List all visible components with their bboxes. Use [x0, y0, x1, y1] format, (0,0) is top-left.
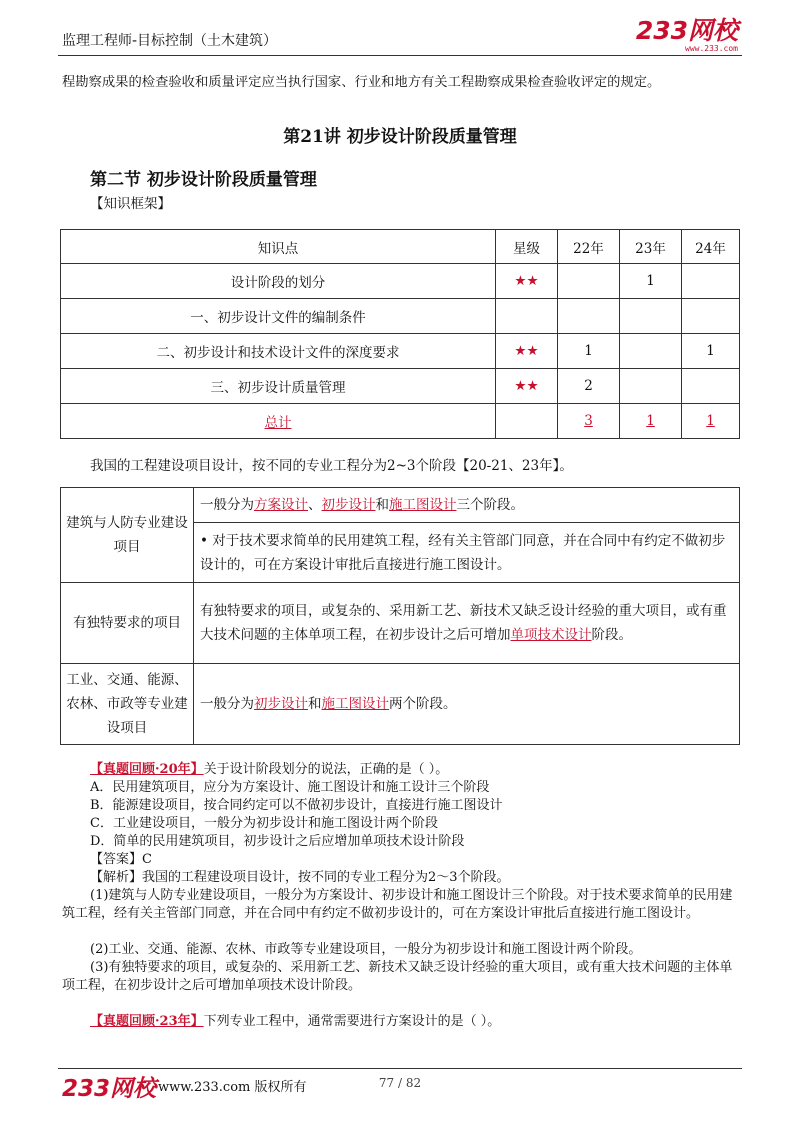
total-label: 总计: [61, 404, 496, 439]
col-header-point: 知识点: [61, 230, 496, 264]
analysis-label: 【解析】: [90, 870, 143, 885]
question-1-stem: [90, 761, 740, 779]
cell-y24: [682, 264, 740, 299]
table-row: [61, 369, 740, 404]
total-stars: [496, 404, 558, 439]
stage-special-text: [194, 583, 740, 664]
text-span: 两个阶段。: [389, 696, 457, 712]
cell-y23: [620, 369, 682, 404]
cell-y22: [558, 299, 620, 334]
cell-y23: [620, 299, 682, 334]
cell-y22: 2: [558, 369, 620, 404]
text-span: 、: [308, 497, 322, 513]
cell-stars: ★★: [496, 369, 558, 404]
analysis-point-1: (1)建筑与人防专业建设项目，一般分为方案设计、初步设计和施工图设计三个阶段。对于技术要求简单的民用建筑工程，经有关主管部门同意，并在合同中有约定不做初步设计的，可在方案设计审批后直接进行施工图设计。: [62, 888, 733, 921]
cell-stars: [496, 299, 558, 334]
stage-row-industry: [61, 664, 740, 745]
term-scheme-design: 方案设计: [254, 497, 308, 513]
brand-logo-url: www.233.com: [685, 44, 738, 53]
table-row: [61, 334, 740, 369]
cell-point: 一、初步设计文件的编制条件: [61, 299, 496, 334]
table-row: [61, 299, 740, 334]
term-preliminary-design: 初步设计: [321, 497, 376, 513]
brand-logo-text: 233网校: [635, 16, 738, 45]
knowledge-table: [60, 229, 740, 439]
analysis-point-2: (2)工业、交通、能源、农林、市政等专业建设项目，一般分为初步设计和施工图设计两个阶段。: [90, 942, 642, 957]
cell-point: 设计阶段的划分: [61, 264, 496, 299]
total-y24: 1: [682, 404, 740, 439]
stage-label-industry: 工业、交通、能源、农林、市政等专业建设项目: [61, 664, 194, 745]
table-row: [61, 264, 740, 299]
total-y22: 3: [558, 404, 620, 439]
stage-table: [60, 487, 740, 745]
intro-line: 程勘察成果的检查验收和质量评定应当执行国家、行业和地方有关工程勘察成果检查验收评定的规定。: [62, 75, 661, 90]
text-span: 和: [308, 696, 322, 712]
cell-y23: 1: [620, 264, 682, 299]
cell-stars: ★★: [496, 264, 558, 299]
stage-row-special: [61, 583, 740, 664]
question-1-option-b: B．能源建设项目，按合同约定可以不做初步设计，直接进行施工图设计: [90, 798, 503, 813]
cell-y23: [620, 334, 682, 369]
stage-building-text-a: [194, 488, 740, 523]
term-single-tech-design: 单项技术设计: [510, 627, 592, 643]
question-2-text: 下列专业工程中，通常需要进行方案设计的是（ ）。: [203, 1014, 501, 1029]
question-1-option-d: D．简单的民用建筑项目，初步设计之后应增加单项技术设计阶段: [90, 834, 465, 849]
cell-stars: ★★: [496, 334, 558, 369]
question-1-option-a: A．民用建筑项目，应分为方案设计、施工图设计和施工设计三个阶段: [90, 780, 490, 795]
stage-building-text-b: • 对于技术要求简单的民用建筑工程，经有关主管部门同意，并在合同中有约定不做初步设计的，可在方案设计审批后直接进行施工图设计。: [194, 523, 740, 583]
lecture-title: 第21讲 初步设计阶段质量管理: [283, 127, 517, 147]
question-1-tag: 【真题回顾·20年】: [90, 762, 204, 777]
doc-header-title: 监理工程师-目标控制（土木建筑）: [62, 33, 278, 49]
col-header-y23: 23年: [620, 230, 682, 264]
col-header-stars: 星级: [496, 230, 558, 264]
question-1-analysis: [90, 869, 510, 887]
question-2-stem: [90, 1013, 740, 1031]
table-total-row: [61, 404, 740, 439]
header-divider: [58, 55, 742, 56]
question-2-tag: 【真题回顾·23年】: [90, 1014, 204, 1029]
cell-y22: 1: [558, 334, 620, 369]
cell-y24: [682, 299, 740, 334]
analysis-point-3: (3)有独特要求的项目，或复杂的、采用新工艺、新技术又缺乏设计经验的重大项目，或有重大技术问题的主体单项工程，在初步设计之后可增加单项技术设计阶段。: [62, 960, 733, 993]
answer-label: 【答案】: [90, 852, 143, 867]
brand-logo: [636, 18, 738, 53]
question-1-answer: [90, 851, 152, 869]
framework-label: 【知识框架】: [90, 196, 171, 212]
page-number: 77 / 82: [378, 1076, 422, 1090]
answer-value: C: [142, 852, 152, 867]
stage-industry-text: [194, 664, 740, 745]
text-span: 阶段。: [591, 627, 632, 643]
stage-label-building: 建筑与人防专业建设项目: [61, 488, 194, 583]
question-1-option-c: C．工业建设项目，一般分为初步设计和施工图设计两个阶段: [90, 816, 438, 831]
col-header-y24: 24年: [682, 230, 740, 264]
col-header-y22: 22年: [558, 230, 620, 264]
total-y23: 1: [620, 404, 682, 439]
question-1-text: 关于设计阶段划分的说法，正确的是（ ）。: [203, 762, 449, 777]
cell-point: 三、初步设计质量管理: [61, 369, 496, 404]
text-span: 和: [375, 497, 389, 513]
text-span: 有独特要求的项目，或复杂的、采用新工艺、新技术又缺乏设计经验的重大项目，或有重大技术问题的主体单项工程，在初步设计之后可增加: [200, 603, 727, 643]
stage-row-building: [61, 488, 740, 523]
footer-copyright: www.233.com 版权所有: [158, 1080, 307, 1095]
cell-point: 二、初步设计和技术设计文件的深度要求: [61, 334, 496, 369]
text-span: 三个阶段。: [456, 497, 524, 513]
footer-divider: [58, 1068, 742, 1069]
cell-y24: 1: [682, 334, 740, 369]
text-span: 一般分为: [200, 497, 254, 513]
section-title: 第二节 初步设计阶段质量管理: [90, 170, 317, 190]
table-header-row: [61, 230, 740, 264]
cell-y22: [558, 264, 620, 299]
term-construction-drawing: 施工图设计: [389, 497, 457, 513]
stage-intro: 我国的工程建设项目设计，按不同的专业工程分为2~3个阶段【20-21、23年】。: [90, 458, 573, 474]
footer-logo: 233网校: [62, 1076, 157, 1102]
cell-y24: [682, 369, 740, 404]
term-construction-drawing: 施工图设计: [321, 696, 389, 712]
text-span: 一般分为: [200, 696, 254, 712]
term-preliminary-design: 初步设计: [254, 696, 308, 712]
stage-label-special: 有独特要求的项目: [61, 583, 194, 664]
analysis-intro: 我国的工程建设项目设计，按不同的专业工程分为2～3个阶段。: [142, 870, 510, 885]
